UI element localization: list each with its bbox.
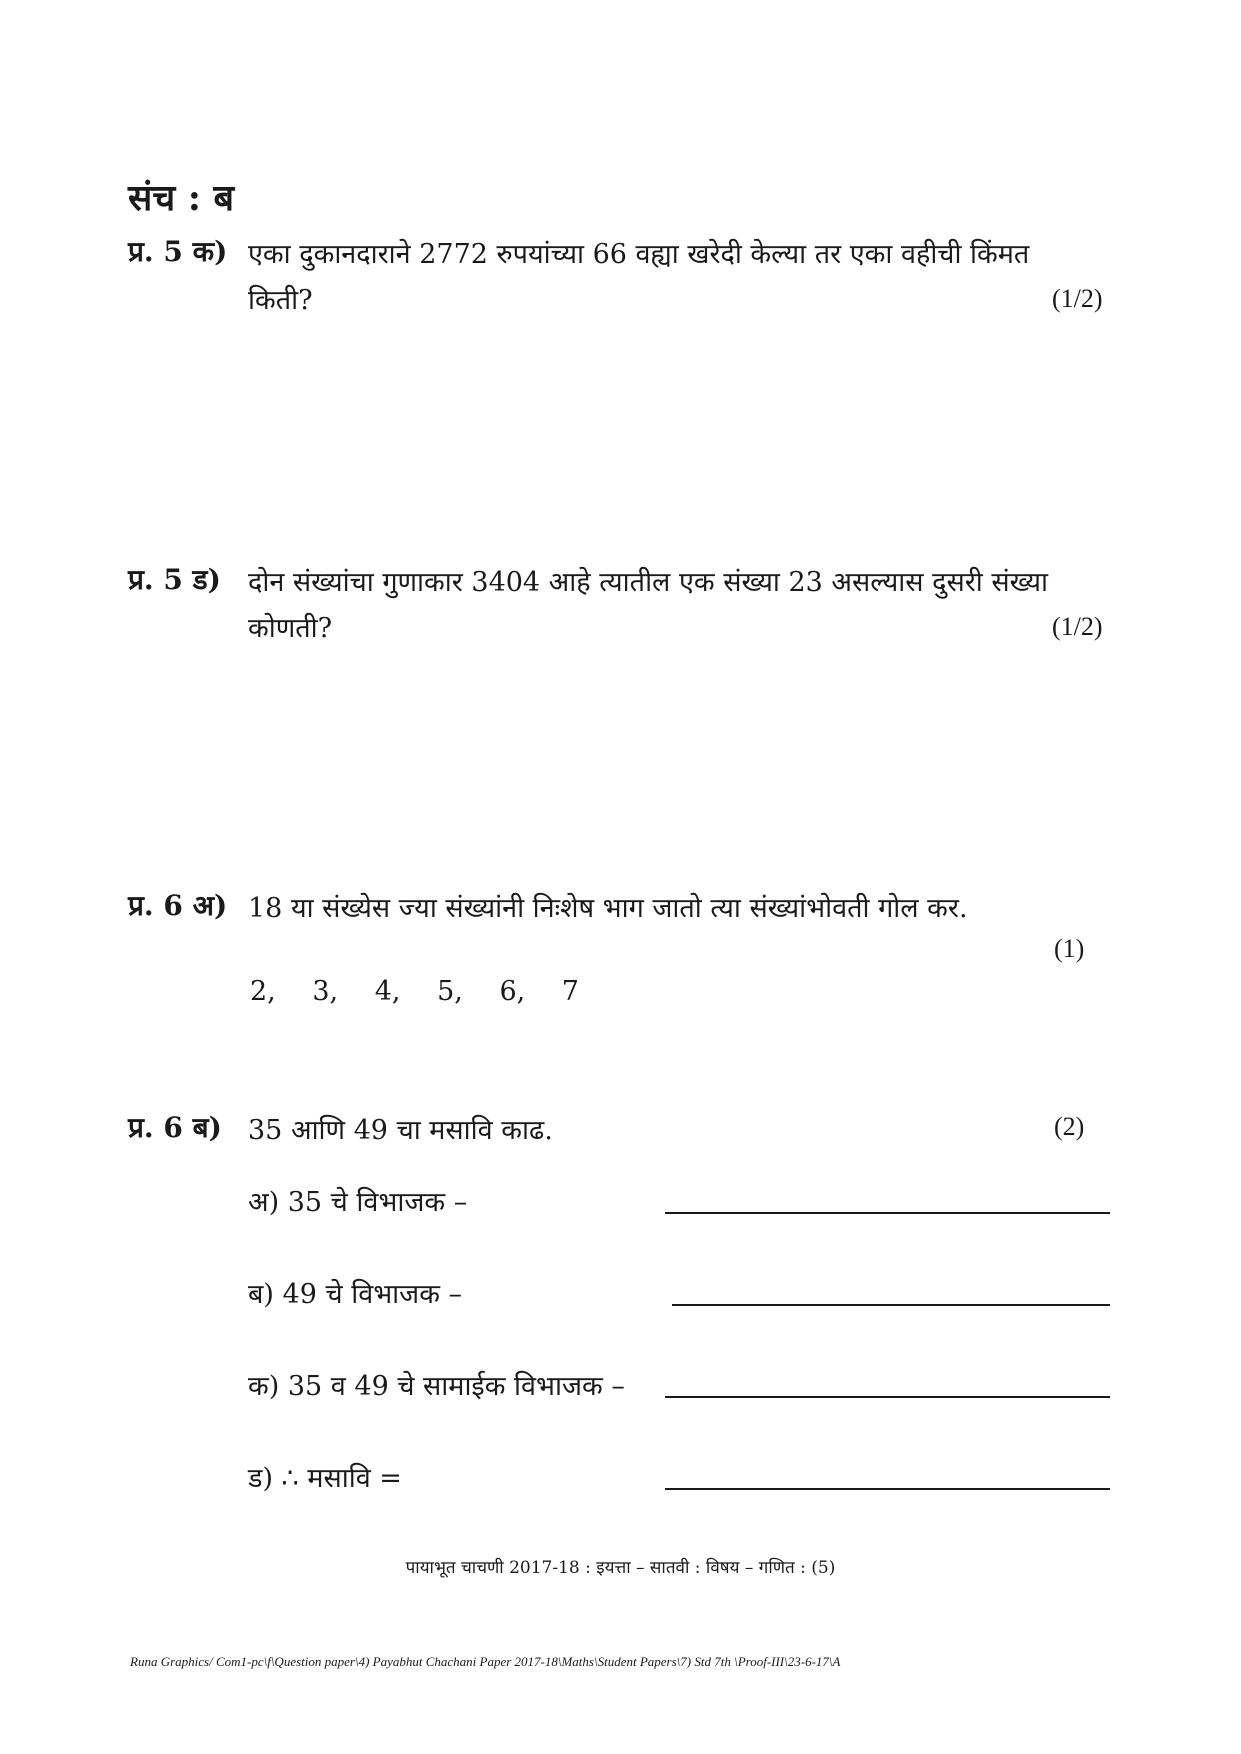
question-text: दोन संख्यांचा गुणाकार 3404 आहे त्यातील एक संख्या 23 असल्यास दुसरी संख्या: [248, 567, 1049, 598]
option[interactable]: 4,: [374, 976, 401, 1007]
answer-line[interactable]: [665, 1212, 1110, 1214]
options-list: [250, 976, 607, 1007]
question-number: प्र. 5 क): [128, 235, 228, 268]
question-number: प्र. 5 ड): [128, 563, 221, 596]
option[interactable]: 7: [561, 976, 579, 1007]
option[interactable]: 2,: [250, 976, 276, 1007]
question-text-continued: कोणती?: [248, 613, 333, 644]
marks: (1): [1054, 934, 1085, 963]
marks: (1/2): [1052, 612, 1103, 641]
answer-line[interactable]: [665, 1396, 1110, 1398]
marks: (1/2): [1052, 284, 1103, 313]
option[interactable]: 5,: [437, 976, 463, 1007]
subpart-label: ब) 49 चे विभाजक –: [248, 1279, 463, 1310]
question-text: 18 या संख्येस ज्या संख्यांनी निःशेष भाग जातो त्या संख्यांभोवती गोल कर.: [248, 893, 968, 924]
option[interactable]: 6,: [499, 976, 526, 1007]
subpart-label: अ) 35 चे विभाजक –: [248, 1187, 468, 1218]
page-footer: पायाभूत चाचणी 2017-18 : इयत्ता – सातवी : विषय – गणित : (5): [405, 1558, 836, 1578]
question-text-continued: किती?: [248, 285, 313, 316]
answer-line[interactable]: [672, 1304, 1110, 1306]
subpart-label: ड) ∴ मसावि =: [248, 1463, 402, 1494]
answer-line[interactable]: [665, 1488, 1110, 1490]
question-number: प्र. 6 अ): [128, 889, 228, 922]
question-number: प्र. 6 ब): [128, 1111, 222, 1144]
file-path-note: Runa Graphics/ Com1-pc\f\Question paper\4) Payabhut Chachani Paper 2017-18\Maths\Student Papers\7) Std 7th \Proof-III\23-6-17\A: [130, 1654, 841, 1669]
question-text: एका दुकानदाराने 2772 रुपयांच्या 66 वह्या खरेदी केल्या तर एका वहीची किंमत: [248, 239, 1030, 270]
subpart-label: क) 35 व 49 चे सामाईक विभाजक –: [248, 1371, 625, 1402]
set-title: संच : ब: [128, 177, 235, 219]
marks: (2): [1054, 1112, 1085, 1141]
option[interactable]: 3,: [312, 976, 339, 1007]
question-text: 35 आणि 49 चा मसावि काढ.: [248, 1115, 553, 1146]
